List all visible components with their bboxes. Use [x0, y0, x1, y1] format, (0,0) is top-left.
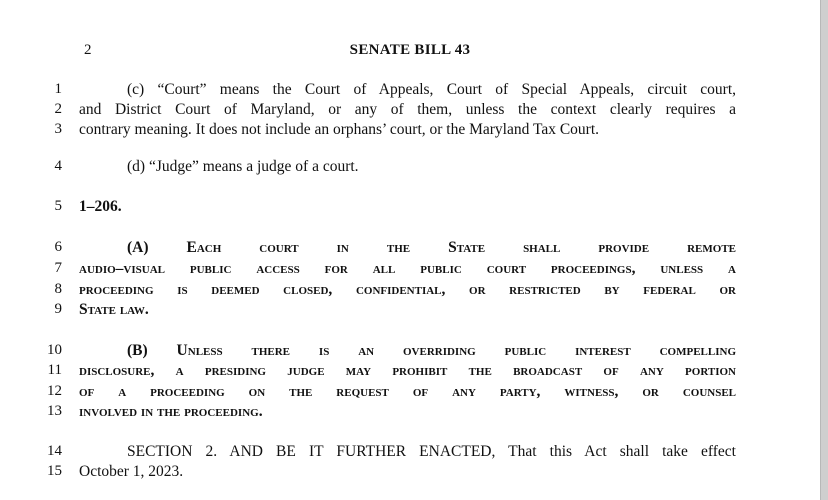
- line-number: 4: [54, 158, 62, 174]
- section-number: 1–206.: [79, 198, 122, 215]
- line-number: 1: [54, 81, 62, 97]
- bill-header: SENATE BILL 43: [349, 42, 471, 58]
- text-line: involved in the proceeding.: [79, 403, 263, 420]
- line-number: 5: [54, 198, 62, 214]
- line-number: 6: [54, 239, 62, 255]
- line-number: 2: [54, 101, 62, 117]
- line-number: 15: [47, 463, 62, 479]
- text-line: October 1, 2023.: [79, 463, 184, 480]
- text-line: contrary meaning. It does not include an orphans’ court, or the Maryland Tax Court.: [79, 121, 600, 138]
- text-line: (B) Unless there is an overriding public interest compelling: [127, 342, 736, 359]
- text-line: audio–visual public access for all public court proceedings, unless a: [79, 260, 736, 277]
- text-line: of a proceeding on the request of any party, witness, or counsel: [79, 383, 736, 400]
- line-number: 10: [47, 342, 62, 358]
- line-number: 12: [47, 383, 62, 399]
- line-number: 14: [47, 443, 62, 459]
- line-number: 3: [54, 121, 62, 137]
- text-line: (c) “Court” means the Court of Appeals, Court of Special Appeals, circuit court,: [127, 81, 736, 98]
- page-number: 2: [84, 42, 92, 58]
- text-line: proceeding is deemed closed, confidential, or restricted by federal or: [79, 281, 736, 298]
- text-line: and District Court of Maryland, or any of them, unless the context clearly requires a: [79, 101, 736, 118]
- text-line: (A) Each court in the State shall provide remote: [127, 239, 736, 256]
- text-line: SECTION 2. AND BE IT FURTHER ENACTED, That this Act shall take effect: [127, 443, 736, 460]
- line-number: 8: [54, 281, 62, 297]
- text-line: disclosure, a presiding judge may prohibit the broadcast of any portion: [79, 362, 736, 379]
- page-edge: [821, 0, 828, 500]
- line-number: 7: [54, 260, 62, 276]
- line-number: 9: [54, 301, 62, 317]
- line-number: 11: [47, 362, 62, 378]
- text-line: State law.: [79, 301, 149, 318]
- line-number: 13: [47, 403, 62, 419]
- text-line: (d) “Judge” means a judge of a court.: [127, 158, 359, 175]
